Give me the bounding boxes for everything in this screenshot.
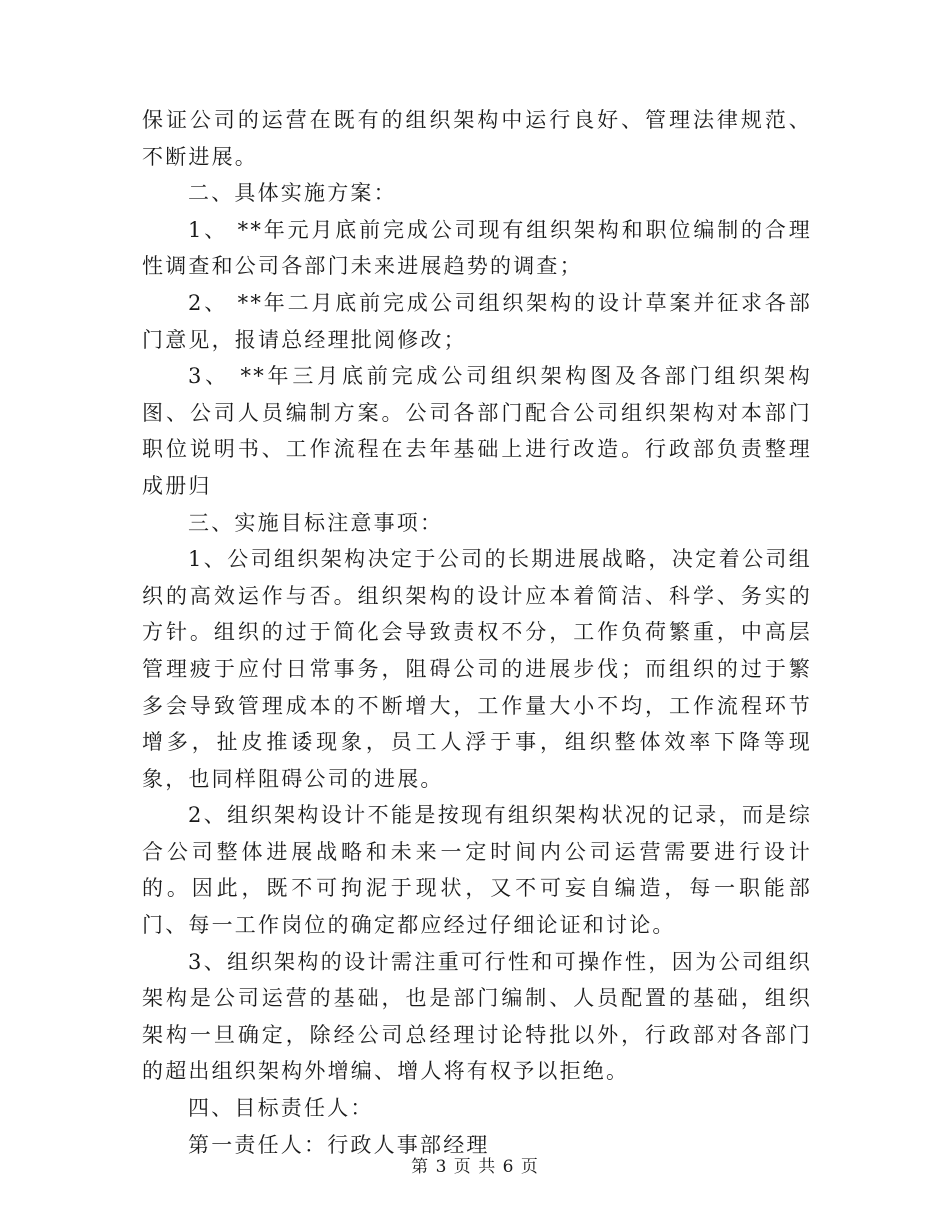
page-number-footer: 第 3 页 共 6 页	[411, 1157, 539, 1177]
note-item-1: 1、公司组织架构决定于公司的长期进展战略，决定着公司组织的高效运作与否。组织架构的设计应本着简洁、科学、务实的方针。组织的过于简化会导致责权不分，工作负荷繁重，中高层管理疲于应付日常事务，阻碍公司的进展步伐；而组织的过于繁多会导致管理成本的不断增大，工作量大小不均，工作流程环节增多，扯皮推诿现象，员工人浮于事，组织整体效率下降等现象，也同样阻碍公司的进展。	[142, 547, 812, 791]
plan-item-1: 1、 **年元月底前完成公司现有组织架构和职位编制的合理性调查和公司各部门未来进展趋势的调查；	[142, 217, 812, 279]
plan-item-3: 3、 **年三月底前完成公司组织架构图及各部门组织架构图、公司人员编制方案。公司各部门配合公司组织架构对本部门职位说明书、工作流程在去年基础上进行改造。行政部负责整理成册归	[142, 364, 812, 498]
document-body	[142, 102, 812, 1163]
note-item-3: 3、组织架构的设计需注重可行性和可操作性，因为公司组织架构是公司运营的基础，也是部门编制、人员配置的基础，组织架构一旦确定，除经公司总经理讨论特批以外，行政部对各部门的超出组织架构外增编、增人将有权予以拒绝。	[142, 949, 812, 1084]
note-item-2: 2、组织架构设计不能是按现有组织架构状况的记录，而是综合公司整体进展战略和未来一定时间内公司运营需要进行设计的。因此，既不可拘泥于现状，又不可妄自编造，每一职能部门、每一工作岗位的确定都应经过仔细论证和讨论。	[142, 803, 812, 938]
section-heading-responsible: 四、目标责任人：	[188, 1096, 374, 1121]
paragraph-intro-continuation: 保证公司的运营在既有的组织架构中运行良好、管理法律规范、不断进展。	[142, 108, 812, 169]
section-heading-implementation-plan: 二、具体实施方案：	[188, 181, 397, 206]
plan-item-2: 2、 **年二月底前完成公司组织架构的设计草案并征求各部门意见，报请总经理批阅修改；	[142, 290, 812, 352]
section-heading-notes: 三、实施目标注意事项：	[188, 510, 444, 535]
responsible-person: 第一责任人：行政人事部经理	[188, 1132, 490, 1157]
